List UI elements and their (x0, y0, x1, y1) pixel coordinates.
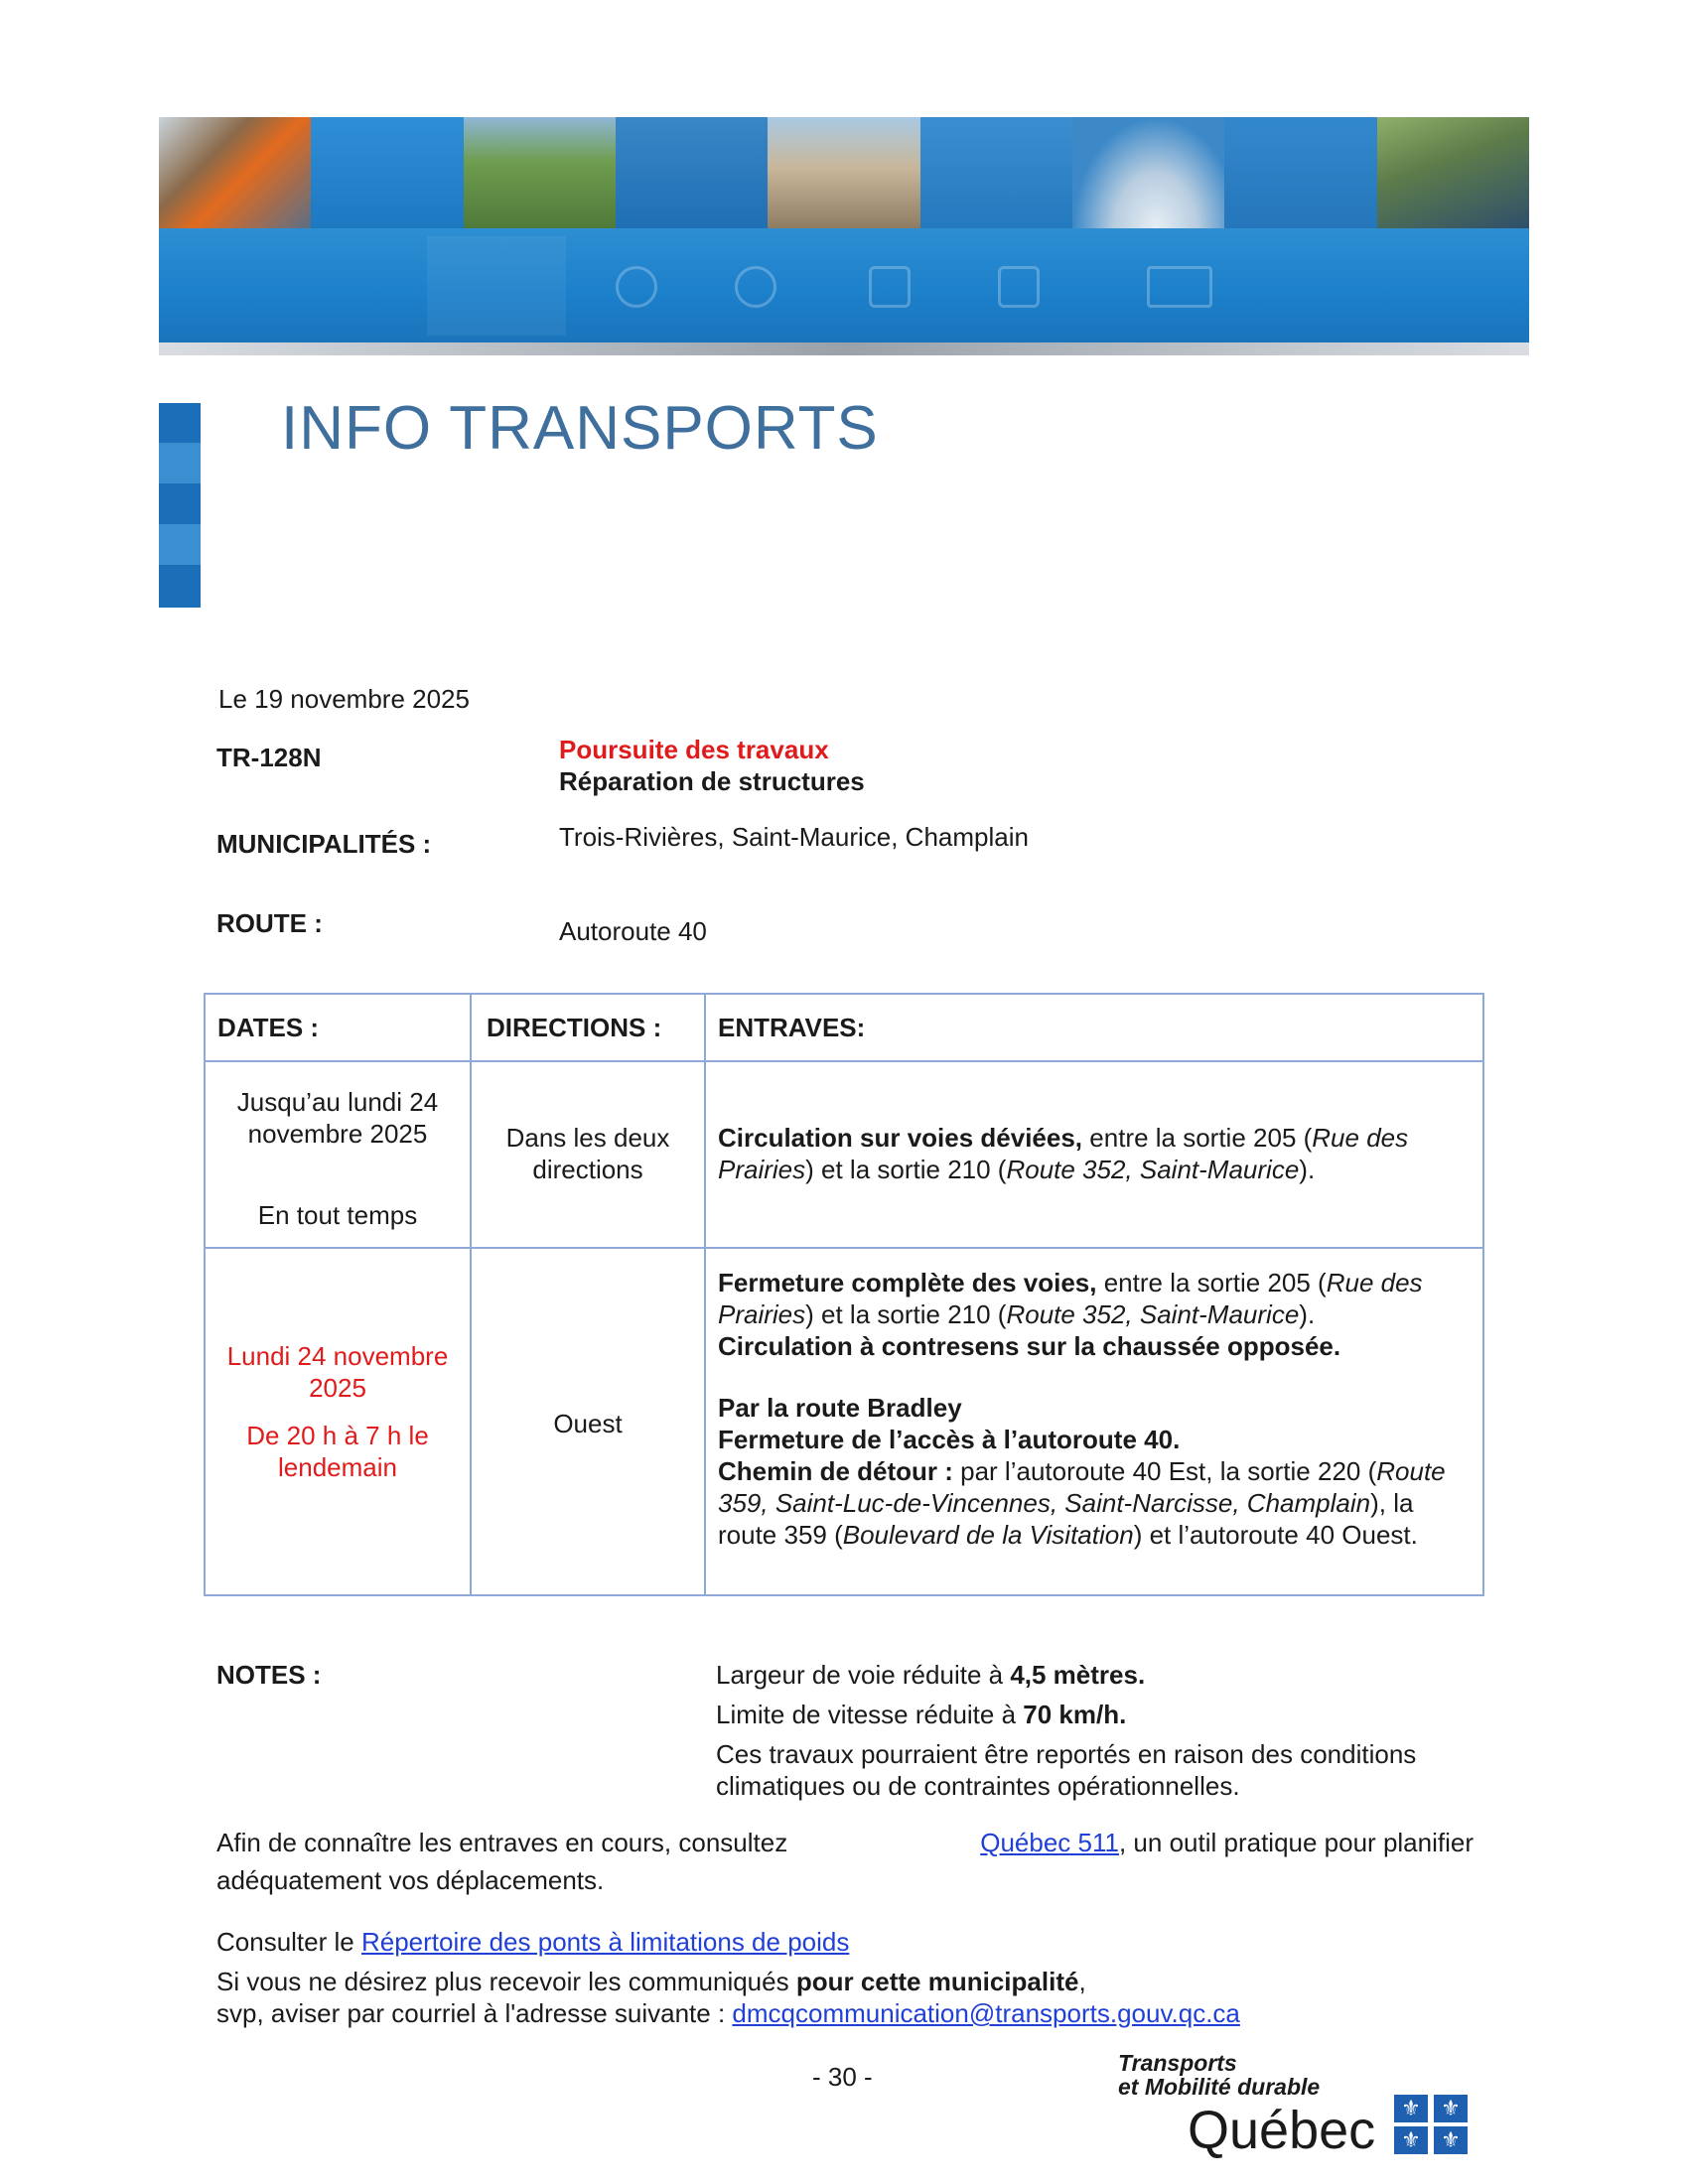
banner-photo-lines (616, 117, 768, 228)
row2-access-closed: Fermeture de l’accès à l’autoroute 40. (718, 1425, 1181, 1454)
footer-email: svp, aviser par courriel à l'adresse suivante : dmcqcommunication@transports.gouv.qc.ca (216, 1998, 1240, 2028)
row1-direction (472, 1122, 704, 1185)
row1-date (206, 1086, 470, 1150)
page-title: INFO TRANSPORTS (281, 394, 879, 463)
banner-band (159, 228, 1529, 342)
subject-line-1: Poursuite des travaux (559, 735, 829, 764)
row2-entrave (718, 1267, 1477, 1551)
row1-entrave: Circulation sur voies déviées, entre la sortie 205 (Rue des Prairies) et la sortie 210 (Route 352, Saint-Maurice). (718, 1123, 1409, 1184)
title-side-bar (159, 403, 201, 608)
banner-shadow (159, 342, 1529, 355)
phone-icon (616, 266, 657, 308)
header-entraves: ENTRAVES: (718, 1013, 866, 1042)
bar-icon (1147, 266, 1212, 308)
clock-icon (735, 266, 776, 308)
row1-direction-line1: Dans les deux (505, 1123, 670, 1153)
row1-time: En tout temps (257, 1200, 418, 1230)
note-weather-line1: Ces travaux pourraient être reportés en raison des conditions (716, 1739, 1417, 1769)
note-speed-limit: Limite de vitesse réduite à 70 km/h. (716, 1700, 1127, 1729)
route-label: ROUTE : (216, 908, 323, 938)
banner-photo-port (768, 117, 919, 228)
page-number: - 30 - (812, 2062, 873, 2092)
document-date: Le 19 novembre 2025 (218, 684, 470, 714)
banner-photo-bus (1377, 117, 1529, 228)
banner-photo-blue2 (920, 117, 1072, 228)
header-dates: DATES : (217, 1013, 320, 1042)
banner-photo-bridge (1072, 117, 1224, 228)
screen-icon (869, 266, 911, 308)
row2-closure: Fermeture complète des voies, entre la sortie 205 (Rue des Prairies) et la sortie 210 (Route 352, Saint-Maurice). (718, 1268, 1423, 1329)
footer-paragraph-511-line2: adéquatement vos déplacements. (216, 1865, 605, 1895)
banner-photo-blue (311, 117, 463, 228)
banner-photo-strip (159, 117, 1529, 228)
banner-tile (427, 236, 566, 336)
route-value: Autoroute 40 (559, 916, 707, 946)
row2-direction: Ouest (553, 1409, 623, 1438)
row1-direction-line2: directions (532, 1155, 643, 1184)
closures-table (204, 993, 1484, 1596)
logo-line1: Transports (1118, 2050, 1237, 2076)
row2-time (206, 1420, 470, 1483)
bridges-directory-link[interactable]: Répertoire des ponts à limitations de poids (360, 1927, 850, 1957)
notes-label: NOTES : (216, 1660, 322, 1690)
fleur-de-lis-flag-icon: ⚜ ⚜ ⚜ ⚜ (1394, 2095, 1472, 2156)
header-banner (159, 117, 1529, 355)
sign-511-icon (998, 266, 1040, 308)
footer-bridges: Consulter le Répertoire des ponts à limitations de poids (216, 1927, 850, 1957)
row2-time-line1: De 20 h à 7 h le (246, 1421, 429, 1450)
subject-line-2: Réparation de structures (559, 766, 865, 796)
banner-photo-highway (464, 117, 616, 228)
note-weather (716, 1738, 1490, 1802)
banner-photo-blue3 (1224, 117, 1376, 228)
email-link[interactable]: dmcqcommunication@transports.gouv.qc.ca (732, 1998, 1240, 2028)
municipalities-value: Trois-Rivières, Saint-Maurice, Champlain (559, 822, 1029, 852)
row2-date-line2: 2025 (309, 1373, 366, 1403)
row2-bradley: Par la route Bradley (718, 1393, 962, 1423)
quebec-511-link[interactable]: Québec 511 (980, 1828, 1119, 1857)
note-lane-width: Largeur de voie réduite à 4,5 mètres. (716, 1660, 1146, 1690)
row2-contraflow: Circulation à contresens sur la chaussée opposée. (718, 1331, 1341, 1361)
header-directions: DIRECTIONS : (487, 1013, 662, 1042)
row2-date (206, 1340, 470, 1404)
logo-quebec: Québec (1188, 2101, 1376, 2160)
row1-date-line1: Jusqu’au lundi 24 (236, 1087, 439, 1117)
banner-photo-workers (159, 117, 311, 228)
footer-paragraph-511: Afin de connaître les entraves en cours, consultez Québec 511, un outil pratique pour planifier adéquatement vos déplacements. (216, 1828, 1474, 1895)
municipalities-label: MUNICIPALITÉS : (216, 829, 432, 859)
row1-date-line2: novembre 2025 (247, 1119, 428, 1149)
row2-date-line1: Lundi 24 novembre (226, 1341, 449, 1371)
ministry-logo (1116, 2051, 1483, 2170)
row2-detour: Chemin de détour : par l’autoroute 40 Est, la sortie 220 (Route 359, Saint-Luc-de-Vincennes, Saint-Narcisse, Champlain), la route 359 (Boulevard de la Visitation) et l’autoroute 40 Ouest. (718, 1456, 1446, 1550)
reference-number: TR-128N (216, 743, 322, 772)
logo-line2: et Mobilité durable (1118, 2074, 1321, 2100)
footer-unsubscribe: Si vous ne désirez plus recevoir les communiqués pour cette municipalité, (216, 1967, 1086, 1996)
note-weather-line2: climatiques ou de contraintes opérationnelles. (716, 1771, 1240, 1801)
row2-time-line2: lendemain (278, 1452, 397, 1482)
